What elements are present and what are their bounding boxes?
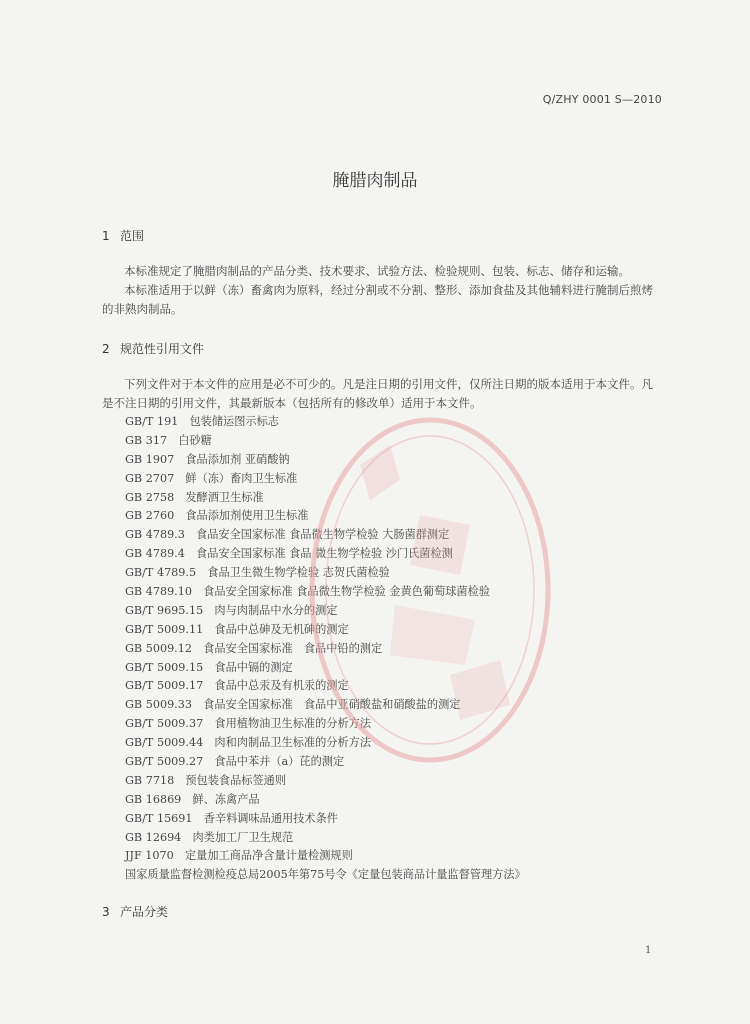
- section-1-paragraph-2: 本标准适用于以鲜（冻）畜禽肉为原料，经过分割或不分割、整形、添加食盐及其他辅料进行腌制后煎烤的非熟肉制品。: [102, 283, 653, 316]
- section-title: 产品分类: [120, 905, 169, 919]
- reference-item: GB 12694 肉类加工厂卫生规范: [125, 830, 294, 844]
- reference-item: GB/T 4789.5 食品卫生微生物学检验 志贺氏菌检验: [125, 566, 390, 580]
- reference-item: GB/T 5009.17 食品中总汞及有机汞的测定: [125, 679, 349, 693]
- reference-item: GB 317 白砂糖: [125, 433, 212, 447]
- section-2-paragraph: 下列文件对于本文件的应用是必不可少的。凡是注日期的引用文件，仅所注日期的版本适用于本文件。凡是不注日期的引用文件，其最新版本（包括所有的修改单）适用于本文件。: [102, 377, 653, 410]
- reference-item: GB/T 5009.44 肉和肉制品卫生标准的分析方法: [125, 736, 372, 750]
- section-heading-1: [102, 227, 144, 244]
- section-heading-3: [102, 903, 168, 920]
- reference-item: GB 16869 鲜、冻禽产品: [125, 792, 260, 806]
- standard-code: Q/ZHY 0001 S—2010: [542, 93, 662, 106]
- reference-item: GB 5009.33 食品安全国家标准 食品中亚硝酸盐和硝酸盐的测定: [125, 698, 461, 712]
- reference-item: GB 7718 预包装食品标签通则: [125, 773, 287, 787]
- reference-item: GB 2758 发酵酒卫生标准: [125, 490, 264, 504]
- reference-item: GB/T 9695.15 肉与肉制品中水分的测定: [125, 603, 338, 617]
- reference-item: GB/T 5009.37 食用植物油卫生标准的分析方法: [125, 717, 372, 731]
- seal-stamp-icon: [300, 405, 560, 775]
- section-heading-2: [102, 340, 204, 357]
- section-number: 3: [102, 905, 110, 919]
- page-number: 1: [645, 945, 652, 956]
- section-number: 1: [102, 229, 110, 243]
- reference-item: GB/T 5009.15 食品中镉的测定: [125, 660, 293, 674]
- reference-item: GB/T 5009.11 食品中总砷及无机砷的测定: [125, 622, 349, 636]
- reference-item: GB 2707 鲜（冻）畜肉卫生标准: [125, 471, 298, 485]
- reference-item: GB 4789.10 食品安全国家标准 食品微生物学检验 金黄色葡萄球菌检验: [125, 585, 490, 599]
- reference-item: GB 2760 食品添加剂使用卫生标准: [125, 509, 309, 523]
- section-number: 2: [102, 342, 110, 356]
- section-title: 范围: [120, 229, 145, 243]
- reference-item: GB/T 15691 香辛料调味品通用技术条件: [125, 811, 338, 825]
- reference-item: 国家质量监督检测检疫总局2005年第75号令《定量包装商品计量监督管理方法》: [125, 868, 526, 882]
- document-title: 腌腊肉制品: [332, 171, 418, 191]
- reference-item: JJF 1070 定量加工商品净含量计量检测规则: [125, 849, 353, 863]
- section-1-paragraph-1: 本标准规定了腌腊肉制品的产品分类、技术要求、试验方法、检验规则、包装、标志、储存和运输。: [124, 264, 630, 278]
- reference-item: GB/T 191 包装储运图示标志: [125, 415, 279, 428]
- reference-item: GB 1907 食品添加剂 亚硝酸钠: [125, 452, 290, 466]
- reference-item: GB 4789.4 食品安全国家标准 食品 微生物学检验 沙门氏菌检测: [125, 547, 453, 561]
- reference-item: GB 5009.12 食品安全国家标准 食品中铅的测定: [125, 641, 383, 655]
- reference-item: GB/T 5009.27 食品中苯并（a）芘的测定: [125, 755, 345, 769]
- section-title: 规范性引用文件: [120, 342, 205, 356]
- reference-item: GB 4789.3 食品安全国家标准 食品微生物学检验 大肠菌群测定: [125, 528, 450, 542]
